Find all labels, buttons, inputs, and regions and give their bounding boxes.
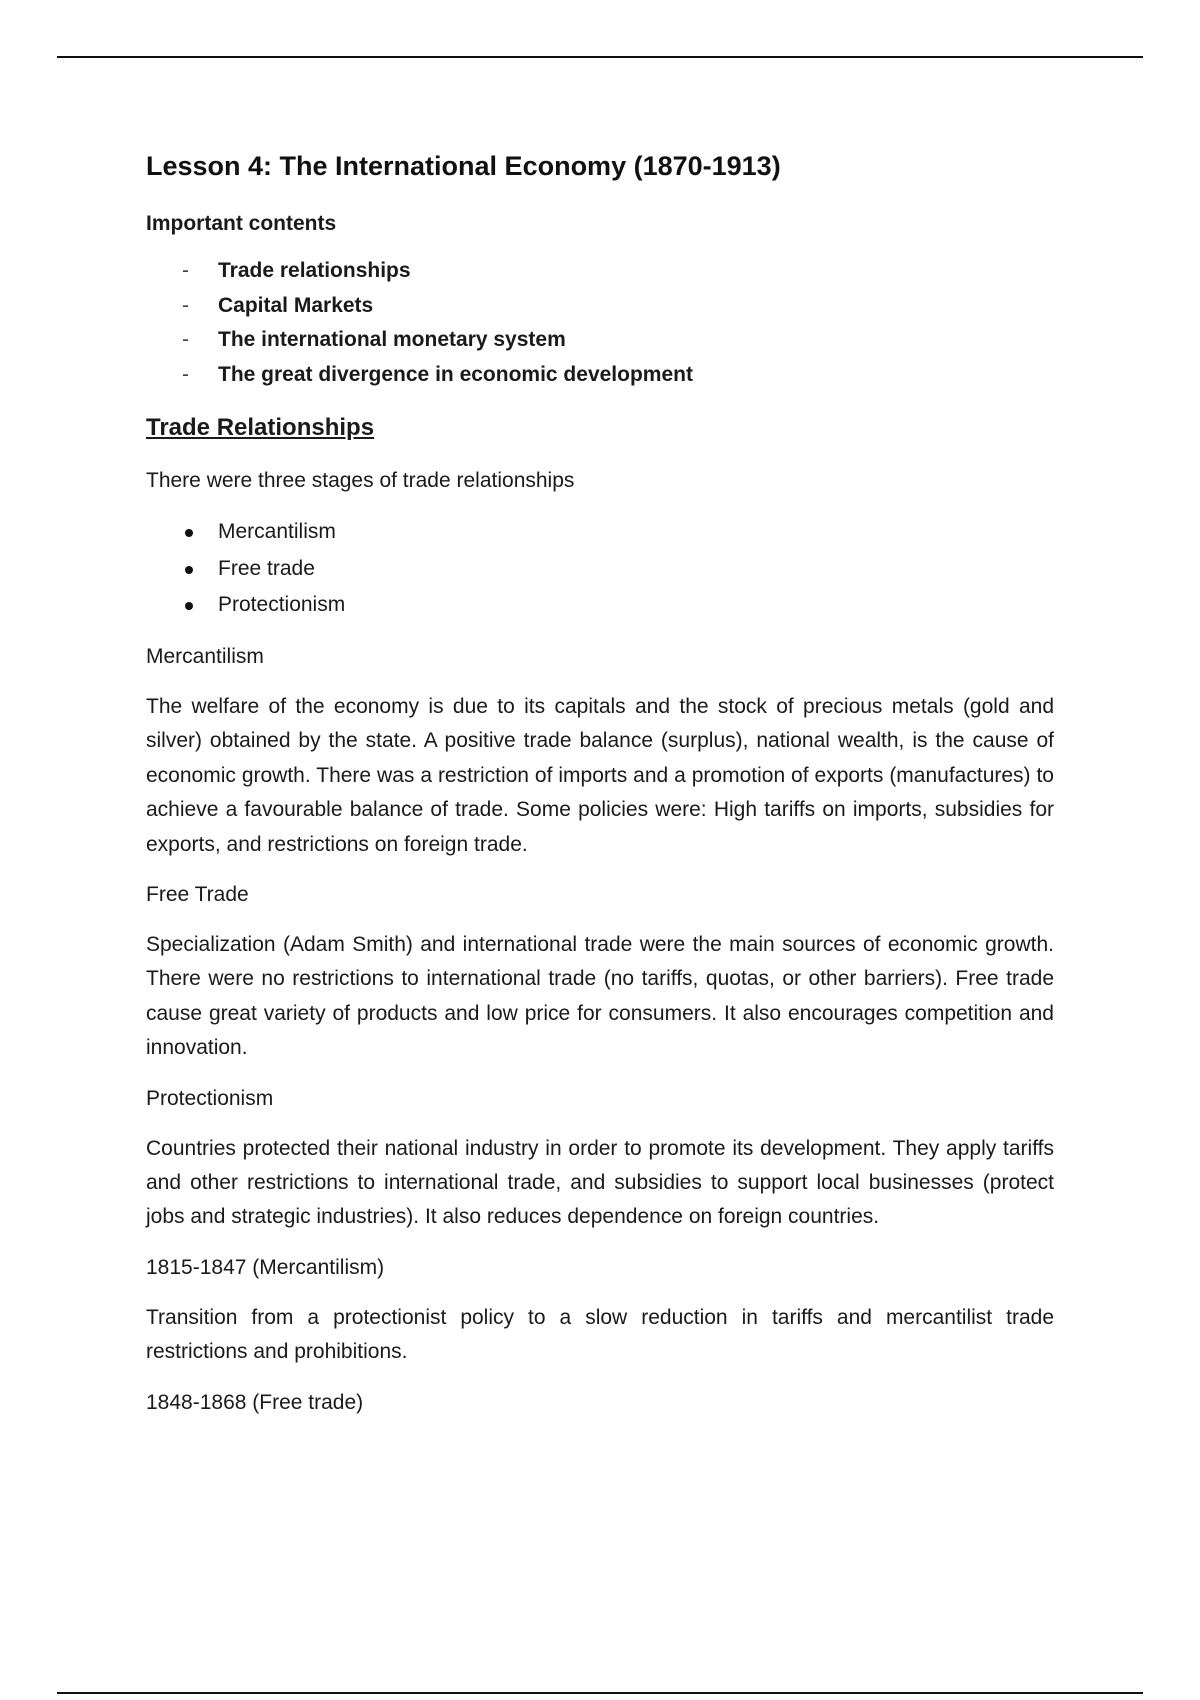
mercantilism-title: Mercantilism: [146, 644, 264, 668]
free-trade-paragraph: Specialization (Adam Smith) and international trade were the main sources of economic growth. There were no restrictions to international trade (no tariffs, quotas, or other barriers). Free trade cause great variety of products and low price for consumers. It also encourages competition and innovation.: [146, 932, 1054, 1060]
list-item-label: The great divergence in economic development: [218, 362, 693, 386]
list-item: [146, 587, 1054, 624]
footer-rule: [57, 1692, 1143, 1694]
list-item: [146, 323, 1054, 358]
trade-relationships-heading: Trade Relationships: [146, 414, 375, 441]
list-item-label: Trade relationships: [218, 259, 411, 282]
list-item-label: Free trade: [218, 556, 315, 580]
stages-intro: There were three stages of trade relationships: [146, 469, 575, 492]
free-trade-title: Free Trade: [146, 882, 249, 906]
dash-marker: -: [182, 293, 189, 317]
list-item-label: The international monetary system: [218, 328, 566, 351]
list-item: [146, 358, 1054, 393]
list-item-label: Mercantilism: [218, 520, 336, 544]
list-item-label: Capital Markets: [218, 293, 374, 317]
period-1815-1847-paragraph: Transition from a protectionist policy to a slow reduction in tariffs and mercantilist trade restrictions and prohibitions.: [146, 1305, 1054, 1364]
header-rule: [57, 56, 1143, 58]
bullet-icon: [185, 602, 193, 610]
protectionism-title: Protectionism: [146, 1086, 274, 1110]
bullet-icon: [185, 529, 193, 537]
period-1848-1868-title: 1848-1868 (Free trade): [146, 1390, 364, 1414]
list-item: [146, 551, 1054, 588]
list-item: [146, 254, 1054, 289]
stages-list: [146, 514, 1054, 624]
list-item: [146, 289, 1054, 324]
important-contents-heading: Important contents: [146, 212, 337, 235]
mercantilism-paragraph: The welfare of the economy is due to its capitals and the stock of precious metals (gold and silver) obtained by the state. A positive trade balance (surplus), national wealth, is the cause of economic growth. There was a restriction of imports and a promotion of exports (manufactures) to achieve a favourable balance of trade. Some policies were: High tariffs on imports, subsidies for exports, and restrictions on foreign trade.: [146, 694, 1054, 856]
document-body: [146, 148, 1054, 1436]
list-item-label: Protectionism: [218, 593, 346, 617]
protectionism-paragraph: Countries protected their national industry in order to promote its development. They apply tariffs and other restrictions to international trade, and subsidies to support local businesses (protect jobs and strategic industries). It also reduces dependence on foreign countries.: [146, 1136, 1054, 1229]
period-1815-1847-title: 1815-1847 (Mercantilism): [146, 1255, 385, 1279]
dash-marker: -: [182, 362, 189, 386]
dash-marker: -: [182, 259, 189, 282]
lesson-title: Lesson 4: The International Economy (1870-1913): [146, 151, 781, 181]
important-contents-list: [146, 254, 1054, 392]
bullet-icon: [185, 566, 193, 574]
dash-marker: -: [182, 328, 189, 351]
list-item: [146, 514, 1054, 551]
